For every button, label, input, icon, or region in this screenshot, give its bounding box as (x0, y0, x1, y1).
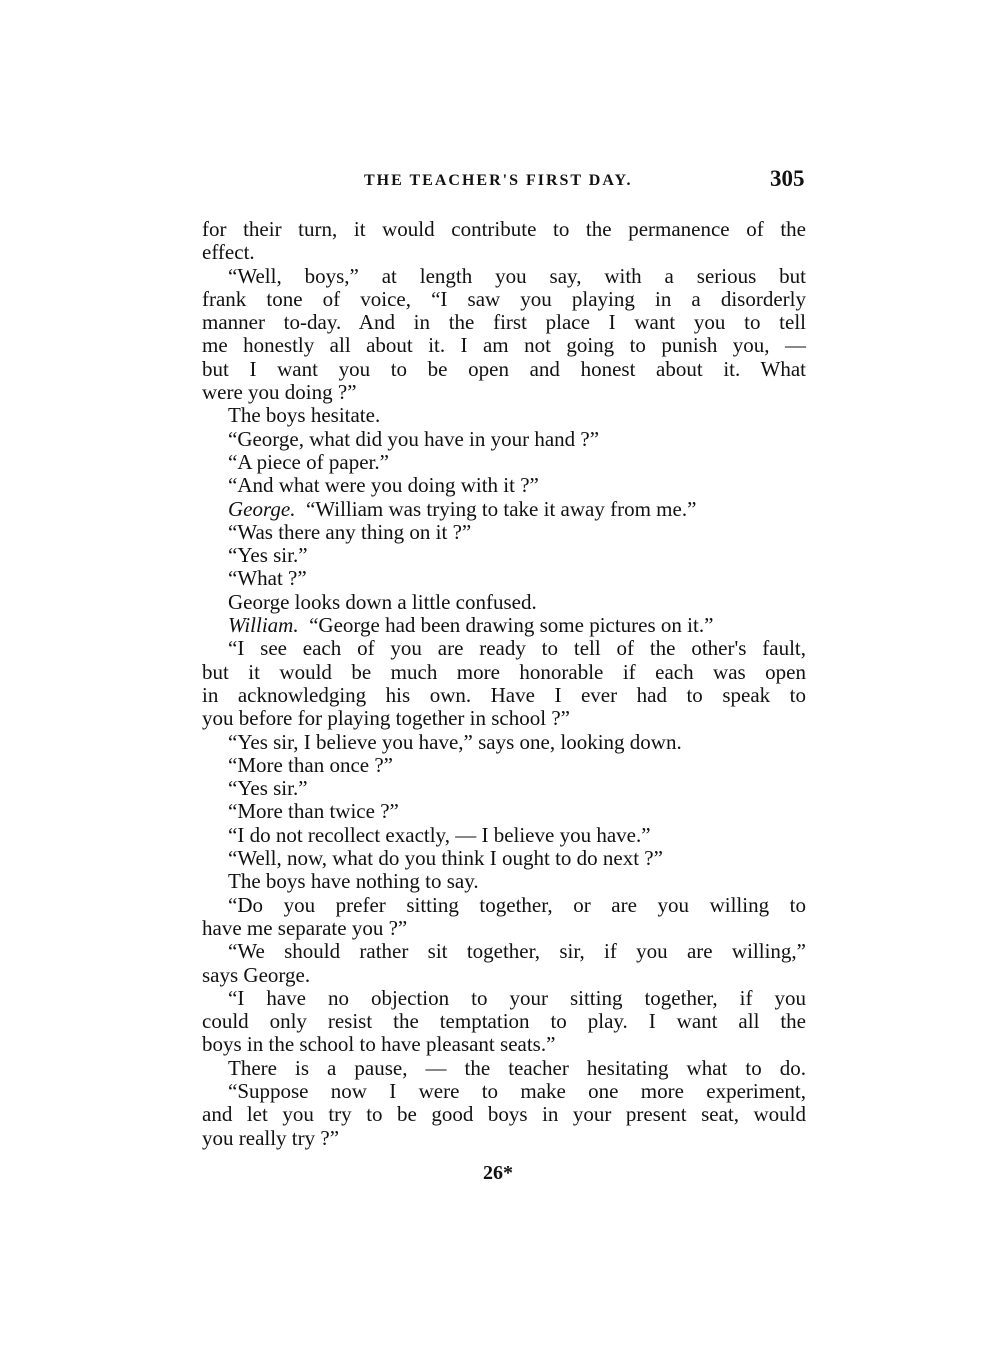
text-line: “And what were you doing with it ?” (228, 473, 539, 498)
text-line (202, 614, 806, 637)
text-line: “Well, boys,” at length you say, with a serious but (228, 263, 806, 288)
text-line: George looks down a little confused. (228, 589, 537, 614)
text-line: “More than once ?” (228, 752, 393, 777)
text-line: “Do you prefer sitting together, or are you willing to (228, 892, 806, 917)
text-line: “What ?” (228, 566, 307, 591)
text-line: could only resist the temptation to play. I want all the (202, 1009, 806, 1034)
text-line: you before for playing together in school ?” (202, 706, 570, 731)
text-line (202, 498, 806, 521)
body-text (202, 218, 806, 1150)
text-line: “I have no objection to your sitting together, if you (228, 985, 806, 1010)
text-line: “A piece of paper.” (228, 449, 389, 474)
text-line: “Yes sir, I believe you have,” says one, looking down. (228, 729, 682, 754)
signature-mark: 26* (483, 1162, 513, 1184)
text-line: manner to-day. And in the first place I want you to tell (202, 310, 806, 335)
text-line: you really try ?” (202, 1125, 340, 1150)
text-line: “Suppose now I were to make one more experiment, (228, 1078, 806, 1103)
text-line: effect. (202, 240, 255, 265)
text-line: have me separate you ?” (202, 915, 408, 940)
text-line: “We should rather sit together, sir, if you are willing,” (228, 939, 806, 964)
dialogue-text: “George had been drawing some pictures on it.” (309, 613, 714, 638)
text-line: “Was there any thing on it ?” (228, 519, 472, 544)
speaker-william: William. (228, 613, 299, 638)
text-line: The boys have nothing to say. (228, 869, 479, 894)
text-line: frank tone of voice, “I saw you playing in a disorderly (202, 286, 806, 311)
text-line: “Yes sir.” (228, 776, 308, 801)
text-line: me honestly all about it. I am not going to punish you, — (202, 333, 806, 358)
text-line: but I want you to be open and honest about it. What (202, 356, 806, 381)
text-line: “I see each of you are ready to tell of the other's fault, (228, 636, 806, 661)
text-line: “More than twice ?” (228, 799, 399, 824)
text-line: There is a pause, — the teacher hesitating what to do. (228, 1055, 806, 1080)
text-line: says George. (202, 962, 311, 987)
page-number: 305 (770, 166, 805, 191)
text-line: The boys hesitate. (228, 403, 381, 428)
dialogue-text: “William was trying to take it away from me.” (305, 496, 697, 521)
text-line: boys in the school to have pleasant seats.” (202, 1032, 556, 1057)
text-line: “George, what did you have in your hand ?” (228, 426, 600, 451)
text-line: “I do not recollect exactly, — I believe you have.” (228, 822, 651, 847)
text-line: and let you try to be good boys in your present seat, would (202, 1102, 806, 1127)
text-line: for their turn, it would contribute to the permanence of the (202, 217, 806, 241)
text-line: in acknowledging his own. Have I ever had to speak to (202, 682, 806, 707)
text-line: but it would be much more honorable if each was open (202, 659, 806, 684)
speaker-george: George. (228, 496, 296, 521)
running-header: THE TEACHER'S FIRST DAY. (364, 172, 633, 189)
text-line: “Yes sir.” (228, 543, 308, 568)
text-line: “Well, now, what do you think I ought to do next ?” (228, 846, 663, 871)
text-line: were you doing ?” (202, 380, 357, 405)
